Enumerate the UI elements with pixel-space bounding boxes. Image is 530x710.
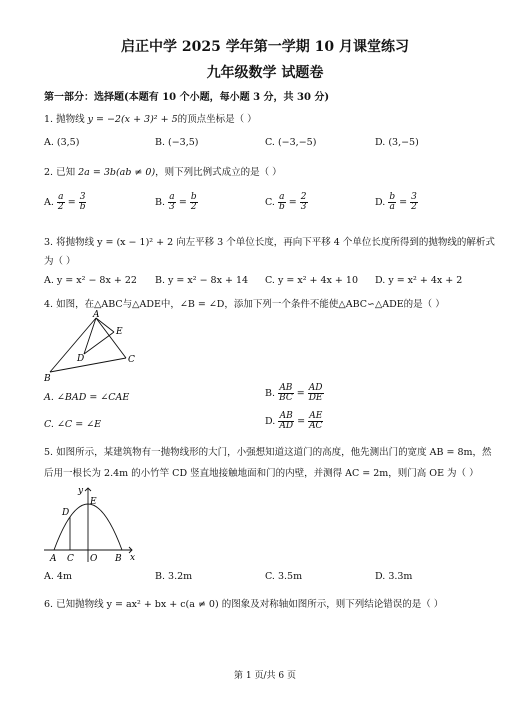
q3-option-c: C. y = x² + 4x + 10: [265, 275, 358, 286]
q4-label-c: C: [128, 355, 135, 365]
question-2-stem: [44, 164, 282, 178]
section-heading: 第一部分：选择题(本题有 10 个小题，每小题 3 分，共 30 分): [44, 92, 330, 103]
q2-option-d: D. $\frac{b}{a}$ = $\frac{3}{2}$: [375, 192, 417, 212]
q2-b-frac-right: $\frac{b}{2}$: [190, 192, 197, 212]
q4-label-e: E: [116, 327, 123, 337]
q2-a-frac-left: $\frac{a}{2}$: [57, 192, 64, 212]
q4-label-a: A: [93, 310, 100, 320]
q1-option-b: B. (−3,5): [155, 137, 199, 148]
q3-option-b: B. y = x² − 8x + 14: [155, 275, 249, 286]
exam-title: 启正中学 2025 学年第一学期 10 月课堂练习: [121, 39, 409, 55]
question-4-stem: 4. 如图，在△ABC与△ADE中，∠B = ∠D，添加下列一个条件不能使△ABC∽△ADE的是（ ）: [44, 299, 445, 310]
q2-option-a: A. $\frac{a}{2}$ = $\frac{3}{b}$: [44, 192, 86, 212]
q2-prefix: 2. 已知: [44, 167, 79, 178]
q5-label-d: D: [62, 508, 70, 518]
q1-prefix: 1. 抛物线: [44, 114, 88, 125]
q2-d-frac-left: $\frac{b}{a}$: [389, 192, 396, 212]
q3-option-a: A. y = x² − 8x + 22: [44, 275, 137, 286]
q5-label-a: A: [50, 554, 57, 564]
q5-option-c: C. 3.5m: [265, 571, 303, 582]
question-5-line1: 5. 如图所示，某建筑物有一抛物线形的大门，小强想知道这道门的高度，他先测出门的宽度 AB = 8m，然: [44, 447, 492, 458]
exam-subtitle: 九年级数学 试题卷: [206, 65, 324, 81]
q5-parabola-figure: [42, 482, 142, 566]
q4-option-d: D. $\frac{AB}{AD}$ = $\frac{AE}{AC}$: [265, 411, 323, 431]
q3-option-d: D. y = x² + 4x + 2: [375, 275, 463, 286]
question-6-stem: 6. 已知抛物线 y = ax² + bx + c(a ≠ 0) 的图象及对称轴如图所示，则下列结论错误的是（ ）: [44, 599, 444, 610]
q2-d-frac-right: $\frac{3}{2}$: [411, 192, 417, 212]
q5-label-b: B: [115, 554, 122, 564]
q4-label-b: B: [44, 374, 51, 382]
q4-option-b: B. $\frac{AB}{BC}$ = $\frac{AD}{DE}$: [265, 383, 323, 403]
q4-option-c: C. ∠C = ∠E: [44, 419, 102, 430]
q2-option-c: C. $\frac{a}{b}$ = $\frac{2}{3}$: [265, 192, 307, 212]
question-3-line1: 3. 将抛物线 y = (x − 1)² + 2 向左平移 3 个单位长度，再向下平移 4 个单位长度所得到的抛物线的解析式: [44, 237, 495, 248]
q2-a-frac-right: $\frac{3}{b}$: [79, 192, 86, 212]
q5-label-e: E: [90, 497, 97, 507]
q5-option-b: B. 3.2m: [155, 571, 193, 582]
question-3-line2: 为（ ）: [44, 256, 76, 267]
question-5-line2: 后用一根长为 2.4m 的小竹竿 CD 竖直地接触地面和门的内壁，并测得 AC = 2m，则门高 OE 为（ ）: [44, 468, 479, 479]
q2-formula: 2a = 3b(ab ≠ 0): [78, 167, 156, 178]
q5-label-o: O: [90, 554, 98, 564]
q2-c-frac-left: $\frac{a}{b}$: [278, 192, 285, 212]
q2-option-b: B. $\frac{a}{3}$ = $\frac{b}{2}$: [155, 192, 197, 212]
q1-option-c: C. (−3,−5): [265, 137, 317, 148]
q5-option-d: D. 3.3m: [375, 571, 413, 582]
q1-formula: y = −2(x + 3)² + 5: [87, 114, 178, 125]
q2-suffix: ，则下列比例式成立的是（ ）: [155, 167, 282, 178]
q4-label-d: D: [77, 354, 85, 364]
q5-option-a: A. 4m: [44, 571, 72, 582]
page-footer: 第 1 页/共 6 页: [234, 671, 296, 681]
q2-a-label: A.: [44, 197, 54, 208]
q5-label-y: y: [78, 486, 84, 496]
q4-triangle-figure: [44, 310, 144, 382]
question-1-stem: [44, 111, 257, 125]
q1-option-d: D. (3,−5): [375, 137, 419, 148]
q5-label-c: C: [67, 554, 74, 564]
q1-suffix: 的顶点坐标是（ ）: [177, 114, 257, 125]
q2-c-frac-right: $\frac{2}{3}$: [300, 192, 307, 212]
q2-b-frac-left: $\frac{a}{3}$: [169, 192, 175, 212]
q4-option-a: A. ∠BAD = ∠CAE: [44, 392, 130, 403]
q5-label-x: x: [130, 553, 136, 563]
q1-option-a: A. (3,5): [44, 137, 80, 148]
